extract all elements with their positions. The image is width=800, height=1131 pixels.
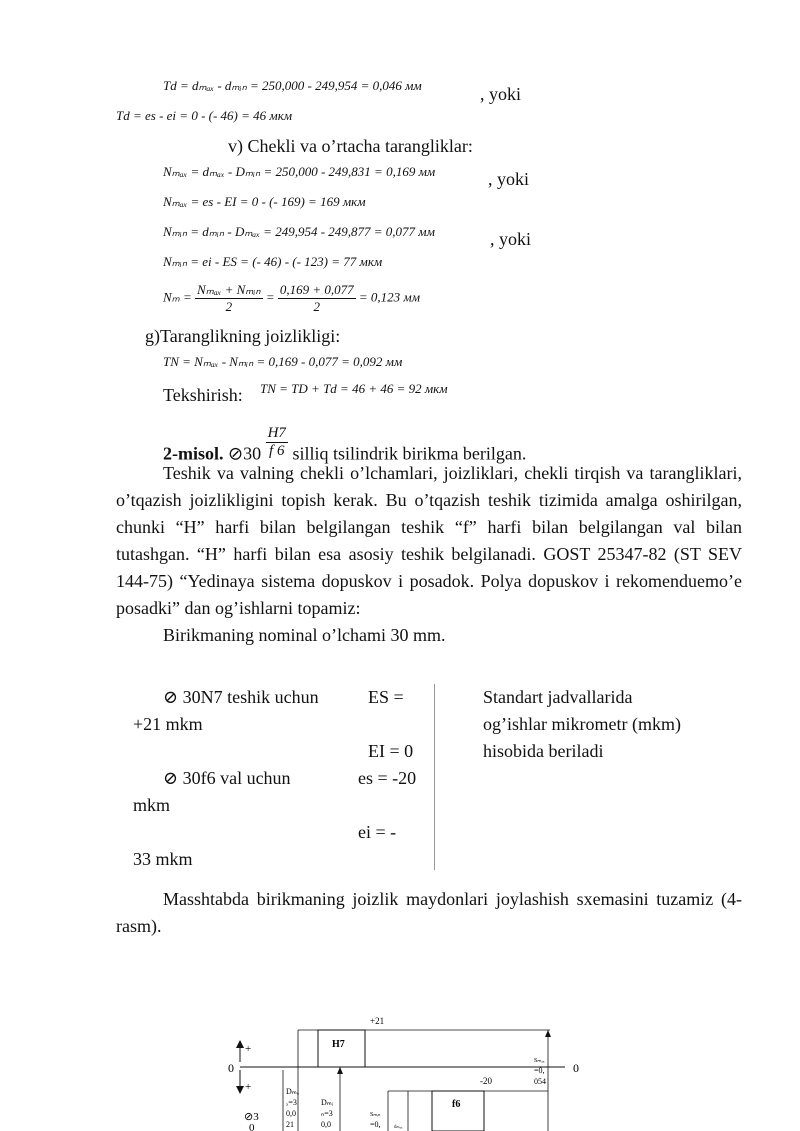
- dmin-label-c: 0,0: [321, 1120, 331, 1129]
- shaft-es: es = -20: [358, 768, 417, 788]
- es-label: +21: [370, 1016, 385, 1026]
- formula-nmin-mkm: Nₘᵢₙ = ei - ES = (- 46) - (- 123) = 77 мкм: [163, 254, 383, 269]
- table-divider: [434, 684, 435, 870]
- formula-nmin-mm: Nₘᵢₙ = dₘᵢₙ - Dₘₐₓ = 249,954 - 249,877 = 0,077 мм: [163, 224, 435, 239]
- shaft-label: ⊘ 30f6 val uchun: [163, 768, 291, 788]
- paragraph-1: [116, 460, 742, 622]
- dmax2-label: dₘₐₓ: [394, 1125, 403, 1130]
- heading-g: g)Taranglikning joizlikligi:: [145, 326, 341, 346]
- smin-label-a: Sₘᵢₙ: [370, 1112, 381, 1118]
- dmin-label-b: ₙ=3: [321, 1109, 333, 1118]
- paragraph-3: [116, 886, 742, 940]
- paragraph-2-text: Birikmaning nominal o’lchami 30 mm.: [163, 625, 446, 645]
- formula-nmax-mkm: Nₘₐₓ = es - EI = 0 - (- 169) = 169 мкм: [163, 194, 366, 209]
- nm-right: = 0,123 мм: [358, 289, 421, 305]
- nm-eq: =: [265, 289, 275, 305]
- zero-left-label: 0: [228, 1061, 234, 1075]
- note-line-3: hisobida beriladi: [483, 741, 604, 761]
- dia30-label-a: ⊘3: [244, 1111, 259, 1123]
- hole-ei: EI = 0: [368, 741, 414, 761]
- fit-num: H7: [267, 425, 286, 441]
- paragraph-2: [116, 622, 742, 649]
- hole-label: ⊘ 30N7 teshik uchun: [163, 687, 319, 707]
- nm-num1: Nₘₐₓ + Nₘᵢₙ: [197, 282, 261, 297]
- dim-arrow-smax: [545, 1030, 551, 1037]
- formula-check: TN = TD + Td = 46 + 46 = 92 мкм: [260, 381, 448, 396]
- axis-up-arrowhead: [236, 1040, 244, 1048]
- example-fit-fraction: [266, 425, 288, 460]
- formula-td-mm: Td = dₘₐₓ - dₘᵢₙ = 250,000 - 249,954 = 0,046 мм: [163, 78, 422, 93]
- smin-label-b: =0,: [370, 1120, 381, 1129]
- note-line-2: og’ishlar mikrometr (mkm): [483, 714, 681, 734]
- shaft-es-unit: mkm: [133, 795, 171, 815]
- formula-nm: [163, 282, 420, 315]
- nm-fraction-2: [278, 282, 356, 315]
- nm-fraction-1: [195, 282, 263, 315]
- zero-right-label: 0: [573, 1061, 579, 1075]
- nm-den1: 2: [225, 299, 233, 314]
- example-label: 2-misol.: [163, 443, 224, 464]
- fit-den: f 6: [269, 443, 285, 459]
- plus-top-label: +: [245, 1043, 252, 1055]
- formula-td-mkm: Td = es - ei = 0 - (- 46) = 46 мкм: [116, 108, 293, 123]
- f6-label: f6: [452, 1099, 461, 1110]
- dmax-label-d: 21: [286, 1120, 294, 1129]
- formula-nmax-suffix: , yoki: [488, 169, 530, 189]
- nm-num2: 0,169 + 0,077: [279, 282, 354, 297]
- f6-field: [432, 1091, 484, 1131]
- formula-tn: TN = Nₘₐₓ - Nₘᵢₙ = 0,169 - 0,077 = 0,092 мм: [163, 354, 403, 369]
- dmax-label-b: ₓ=3: [286, 1098, 297, 1107]
- dim-arrow-dmin: [337, 1067, 343, 1074]
- example-text: silliq tsilindrik birikma berilgan.: [292, 443, 527, 464]
- example-diameter: ⊘30: [228, 443, 262, 464]
- formula-nmin-suffix: , yoki: [490, 229, 532, 249]
- formula-td-suffix: , yoki: [480, 84, 522, 104]
- h7-label: H7: [332, 1039, 345, 1050]
- check-label: Tekshirish:: [163, 385, 243, 405]
- nm-den2: 2: [313, 299, 321, 314]
- hole-es-value: +21 mkm: [133, 714, 203, 734]
- axis-down-arrowhead: [236, 1086, 244, 1094]
- dmin-label-a: Dₘᵢ: [321, 1098, 334, 1107]
- plus-mid-label: +: [245, 1081, 252, 1093]
- formula-nmax-mm: Nₘₐₓ = dₘₐₓ - Dₘᵢₙ = 250,000 - 249,831 = 0,169 мм: [163, 164, 436, 179]
- dmax-label-c: 0,0: [286, 1109, 296, 1118]
- hole-es: ES =: [368, 687, 404, 707]
- smax-label-a: Sₘₐₓ: [534, 1058, 545, 1064]
- tolerance-diagram: [0, 1010, 800, 1131]
- heading-v: v) Chekli va o’rtacha tarangliklar:: [228, 136, 473, 156]
- dmax-label-a: Dₘₐ: [286, 1087, 299, 1096]
- paragraph-3-text: Masshtabda birikmaning joizlik maydonlari joylashish sxemasini tuzamiz (4- rasm).: [116, 889, 742, 936]
- note-line-1: Standart jadvallarida: [483, 687, 633, 707]
- smax-label-b: =0,: [534, 1066, 545, 1075]
- paragraph-1-text: Teshik va valning chekli o’lchamlari, joizliklari, chekli tirqish va tarangliklari, o’tqazish joizlikligini topish kerak. Bu o’tqazish teshik tizimida amalga oshirilgan, chunki “H” harfi bilan belgilangan teshik “f” harfi bilan belgilangan val bilan tutashgan. “H” harfi bilan esa asosiy teshik belgilanadi. GOST 25347-82 (ST SEV 144-75) “Yedinaya sistema dopuskov i posadok. Polya dopuskov i rekomenduemo’e posadki” dan og’ishlarni topamiz:: [116, 463, 742, 618]
- minus20-label: -20: [480, 1076, 492, 1086]
- dia30-label-b: 0: [249, 1122, 255, 1131]
- nm-left: Nₘ =: [163, 289, 192, 305]
- smax-label-c: 054: [534, 1077, 546, 1086]
- shaft-ei-value: 33 mkm: [133, 849, 193, 869]
- shaft-ei: ei = -: [358, 822, 397, 842]
